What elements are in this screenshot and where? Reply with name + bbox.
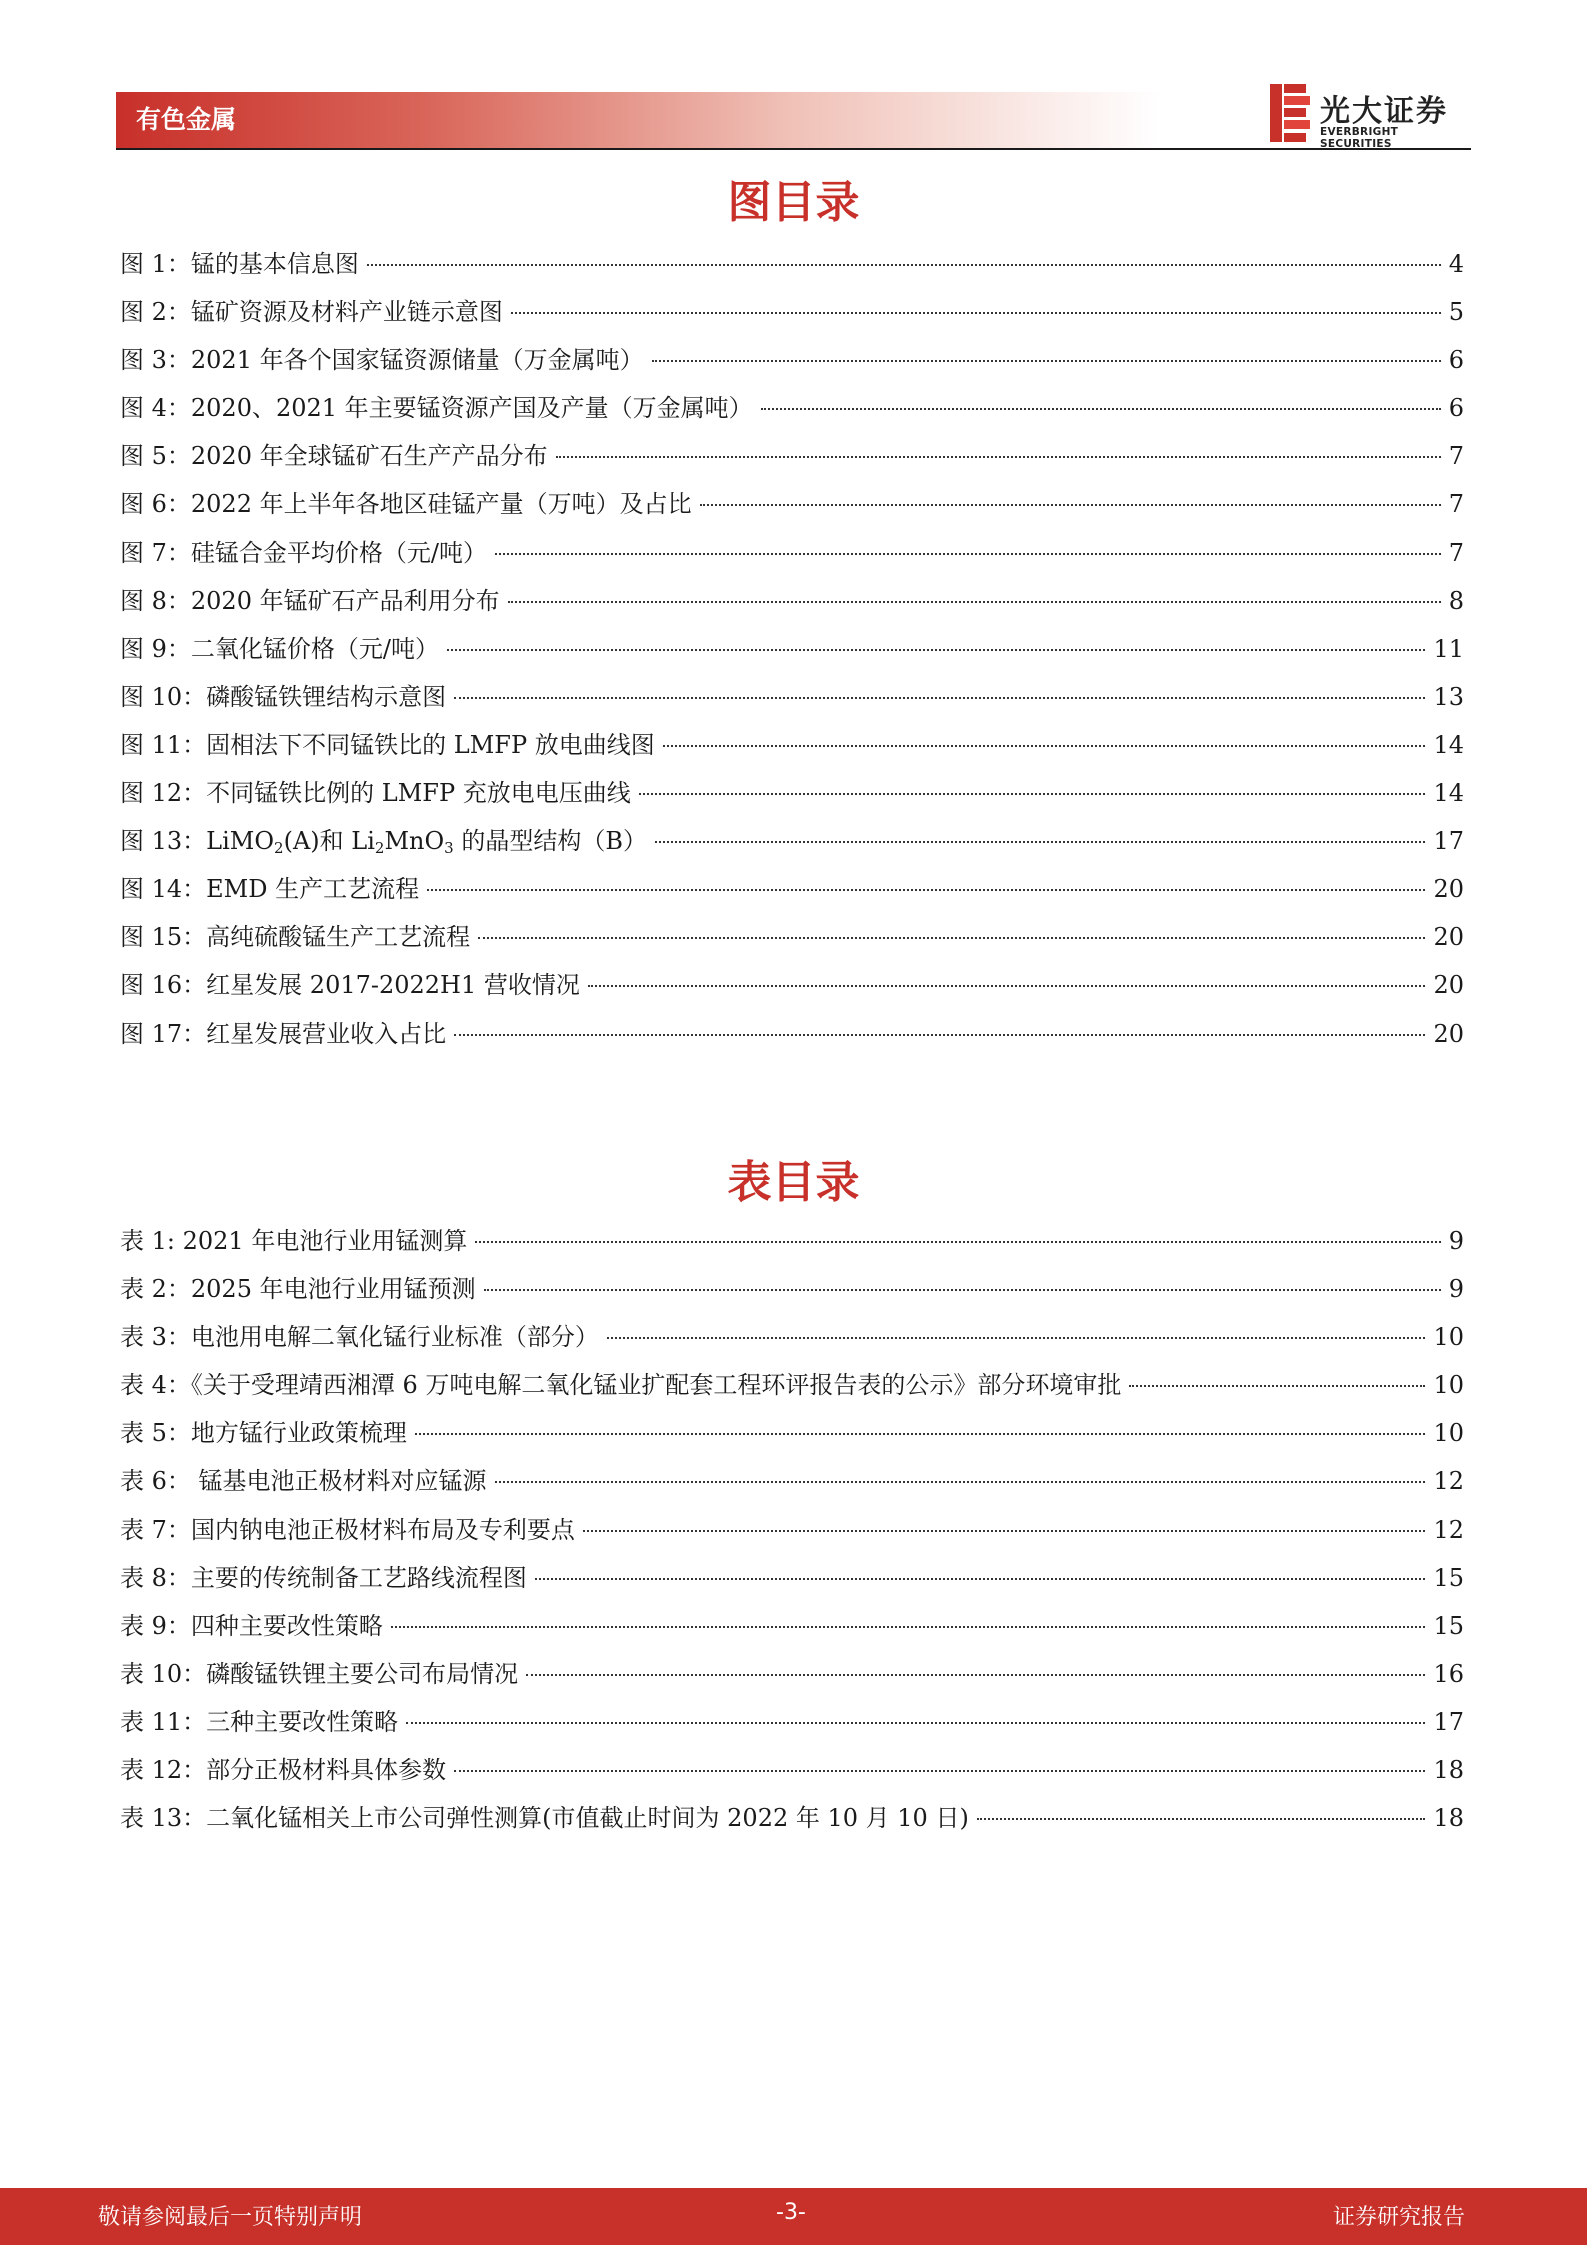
table-toc-entry[interactable]: [120, 1515, 1464, 1563]
table-toc-entry-page[interactable]: 10: [1433, 1371, 1464, 1400]
figure-toc-entry-label[interactable]: 图 16：红星发展 2017-2022H1 营收情况: [120, 971, 580, 1000]
figure-toc-entry[interactable]: [120, 922, 1464, 970]
figure-toc-entry-page[interactable]: 14: [1433, 730, 1464, 759]
figure-toc-entry-page[interactable]: 17: [1433, 827, 1464, 856]
figure-toc-entry-page[interactable]: 11: [1433, 634, 1464, 663]
table-toc-entry[interactable]: [120, 1466, 1464, 1514]
figure-toc-entry-label[interactable]: 图 14：EMD 生产工艺流程: [120, 875, 420, 904]
figure-toc-entry[interactable]: [120, 489, 1464, 537]
table-toc-entry-label[interactable]: 表 11：三种主要改性策略: [120, 1707, 399, 1736]
figure-toc-title: 图目录: [727, 177, 860, 228]
dot-leader: [406, 1722, 1425, 1724]
figure-toc-list: [120, 249, 1464, 1067]
figure-toc-entry-page[interactable]: 20: [1433, 923, 1464, 952]
table-toc-entry-label[interactable]: 表 5：地方锰行业政策梳理: [120, 1419, 407, 1448]
figure-toc-entry-page[interactable]: 14: [1433, 779, 1464, 808]
dot-leader: [652, 360, 1441, 362]
table-toc-entry[interactable]: [120, 1370, 1464, 1418]
dot-leader: [495, 1481, 1426, 1483]
figure-toc-entry-page[interactable]: 8: [1448, 586, 1464, 615]
dot-leader: [700, 504, 1441, 506]
figure-toc-entry[interactable]: [120, 778, 1464, 826]
table-toc-entry-label[interactable]: 表 12：部分正极材料具体参数: [120, 1756, 447, 1785]
table-toc-entry-page[interactable]: 15: [1433, 1563, 1464, 1592]
dot-leader: [761, 408, 1441, 410]
dot-leader: [639, 793, 1426, 795]
table-toc-entry-label[interactable]: 表 3：电池用电解二氧化锰行业标准（部分）: [120, 1323, 599, 1352]
figure-toc-entry-page[interactable]: 7: [1448, 490, 1464, 519]
subscript: 3: [444, 839, 454, 858]
table-toc-entry[interactable]: [120, 1418, 1464, 1466]
table-toc-entry-label[interactable]: 表 10：磷酸锰铁锂主要公司布局情况: [120, 1659, 519, 1688]
dot-leader: [508, 601, 1441, 603]
table-toc-entry-page[interactable]: 17: [1433, 1707, 1464, 1736]
dot-leader: [583, 1530, 1426, 1532]
figure-toc-entry[interactable]: [120, 634, 1464, 682]
table-toc-entry-page[interactable]: 16: [1433, 1659, 1464, 1688]
figure-toc-entry-page[interactable]: 4: [1448, 250, 1464, 278]
dot-leader: [484, 1289, 1441, 1291]
table-toc-entry[interactable]: [120, 1707, 1464, 1755]
figure-toc-entry[interactable]: [120, 249, 1464, 297]
dot-leader: [511, 312, 1441, 314]
table-toc-entry-label[interactable]: 表 6： 锰基电池正极材料对应锰源: [120, 1467, 487, 1496]
figure-toc-entry-page[interactable]: 20: [1433, 971, 1464, 1000]
everbright-logo-icon: [1270, 84, 1310, 142]
figure-toc-entry-page[interactable]: 20: [1433, 1019, 1464, 1048]
figure-toc-entry[interactable]: [120, 538, 1464, 586]
table-toc-entry-label[interactable]: 表 4：《关于受理靖西湘潭 6 万吨电解二氧化锰业扩配套工程环评报告表的公示》部分环境审批: [120, 1371, 1122, 1400]
label-part: 的晶型结构（B）: [453, 827, 647, 856]
table-toc-entry-label[interactable]: 表 1: 2021 年电池行业用锰测算: [120, 1227, 468, 1255]
header-divider: [116, 148, 1471, 150]
figure-toc-entry-label[interactable]: 图 4：2020、2021 年主要锰资源产国及产量（万金属吨）: [120, 394, 753, 423]
dot-leader: [588, 985, 1426, 987]
figure-toc-entry-page[interactable]: 7: [1448, 538, 1464, 567]
footer-report-type: 证券研究报告: [1333, 2205, 1466, 2230]
table-toc-entry-label[interactable]: 表 7：国内钠电池正极材料布局及专利要点: [120, 1515, 575, 1544]
table-toc-entry-label[interactable]: 表 9：四种主要改性策略: [120, 1611, 383, 1640]
table-toc-entry-page[interactable]: 10: [1433, 1419, 1464, 1448]
subscript: 2: [274, 839, 284, 858]
table-toc-entry-page[interactable]: 12: [1433, 1467, 1464, 1496]
figure-toc-entry[interactable]: [120, 826, 1464, 874]
figure-toc-entry-page[interactable]: 5: [1448, 298, 1464, 327]
figure-toc-entry-label[interactable]: 图 7：硅锰合金平均价格（元/吨）: [120, 538, 487, 567]
label-part: MnO: [384, 827, 445, 856]
figure-toc-entry-page[interactable]: 13: [1433, 682, 1464, 711]
table-toc-entry-page[interactable]: 18: [1433, 1756, 1464, 1785]
dot-leader: [655, 841, 1425, 843]
figure-toc-entry-label[interactable]: 图 17：红星发展营业收入占比: [120, 1019, 447, 1048]
table-toc-list: [120, 1226, 1464, 1851]
dot-leader: [526, 1674, 1425, 1676]
table-toc-entry-page[interactable]: 18: [1433, 1804, 1464, 1833]
table-toc-entry[interactable]: [120, 1803, 1464, 1851]
dot-leader: [535, 1578, 1426, 1580]
table-toc-entry-page[interactable]: 12: [1433, 1515, 1464, 1544]
label-part: 图 13：LiMO: [120, 827, 275, 856]
table-toc-entry[interactable]: [120, 1755, 1464, 1803]
table-toc-entry[interactable]: [120, 1611, 1464, 1659]
logo-name-cn: 光大证券: [1320, 94, 1448, 129]
dot-leader: [454, 697, 1425, 699]
brand-logo: [1270, 82, 1470, 150]
figure-toc-entry-label[interactable]: 图 15：高纯硫酸锰生产工艺流程: [120, 923, 471, 952]
table-toc-entry-page[interactable]: 10: [1433, 1323, 1464, 1352]
dot-leader: [415, 1433, 1426, 1435]
figure-toc-entry-page[interactable]: 7: [1448, 442, 1464, 471]
figure-toc-entry-label[interactable]: 图 2：锰矿资源及材料产业链示意图: [120, 298, 503, 327]
dot-leader: [367, 264, 1441, 266]
figure-toc-entry[interactable]: [120, 682, 1464, 730]
figure-toc-entry[interactable]: [120, 970, 1464, 1018]
figure-toc-entry[interactable]: [120, 874, 1464, 922]
table-toc-entry-page[interactable]: 15: [1433, 1611, 1464, 1640]
figure-toc-entry[interactable]: [120, 586, 1464, 634]
page-number: -3-: [776, 2200, 806, 2225]
figure-toc-entry[interactable]: [120, 730, 1464, 778]
dot-leader: [475, 1241, 1440, 1243]
figure-toc-entry-label[interactable]: 图 3：2021 年各个国家锰资源储量（万金属吨）: [120, 346, 644, 375]
table-toc-entry-label[interactable]: 表 8：主要的传统制备工艺路线流程图: [120, 1563, 527, 1592]
table-toc-entry-page[interactable]: 9: [1448, 1227, 1464, 1255]
header-band: [116, 92, 1160, 148]
figure-toc-entry-label[interactable]: 图 6：2022 年上半年各地区硅锰产量（万吨）及占比: [120, 490, 692, 519]
table-toc-entry-page[interactable]: 9: [1448, 1275, 1464, 1304]
figure-toc-entry-label[interactable]: [120, 826, 647, 863]
table-toc-entry[interactable]: [120, 1274, 1464, 1322]
figure-toc-entry[interactable]: [120, 393, 1464, 441]
figure-toc-entry-label[interactable]: 图 10：磷酸锰铁锂结构示意图: [120, 682, 447, 711]
table-toc-entry[interactable]: [120, 1322, 1464, 1370]
table-toc-entry[interactable]: [120, 1226, 1464, 1274]
figure-toc-entry-label[interactable]: 图 9：二氧化锰价格（元/吨）: [120, 634, 439, 663]
figure-toc-entry-label[interactable]: 图 5：2020 年全球锰矿石生产产品分布: [120, 442, 548, 471]
figure-toc-entry-page[interactable]: 20: [1433, 875, 1464, 904]
footer-disclaimer-note: 敬请参阅最后一页特别声明: [98, 2205, 363, 2230]
section-label: 有色金属: [136, 105, 237, 134]
figure-toc-entry-label[interactable]: 图 8：2020 年锰矿石产品利用分布: [120, 586, 500, 615]
table-toc-entry[interactable]: [120, 1563, 1464, 1611]
figure-toc-entry-label[interactable]: 图 1：锰的基本信息图: [120, 250, 359, 278]
figure-toc-entry-page[interactable]: 6: [1448, 346, 1464, 375]
dot-leader: [454, 1770, 1425, 1772]
dot-leader: [1129, 1385, 1425, 1387]
figure-toc-entry-label[interactable]: 图 11：固相法下不同锰铁比的 LMFP 放电曲线图: [120, 730, 655, 759]
dot-leader: [454, 1034, 1425, 1036]
table-toc-entry-label[interactable]: 表 13：二氧化锰相关上市公司弹性测算(市值截止时间为 2022 年 10 月 10 日): [120, 1804, 969, 1833]
dot-leader: [607, 1337, 1426, 1339]
dot-leader: [663, 745, 1426, 747]
dot-leader: [977, 1818, 1426, 1820]
dot-leader: [447, 649, 1425, 651]
dot-leader: [556, 456, 1441, 458]
figure-toc-entry[interactable]: [120, 297, 1464, 345]
dot-leader: [478, 937, 1425, 939]
table-toc-entry[interactable]: [120, 1659, 1464, 1707]
label-part: (A)和 Li: [283, 827, 375, 856]
dot-leader: [427, 889, 1425, 891]
figure-toc-entry[interactable]: [120, 441, 1464, 489]
table-toc-entry-label[interactable]: 表 2：2025 年电池行业用锰预测: [120, 1275, 476, 1304]
figure-toc-entry-label[interactable]: 图 12：不同锰铁比例的 LMFP 充放电电压曲线: [120, 779, 631, 808]
dot-leader: [495, 553, 1441, 555]
logo-name-en: EVERBRIGHT SECURITIES: [1320, 126, 1399, 150]
figure-toc-entry-page[interactable]: 6: [1448, 394, 1464, 423]
figure-toc-entry[interactable]: [120, 345, 1464, 393]
dot-leader: [391, 1626, 1426, 1628]
figure-toc-entry[interactable]: [120, 1019, 1464, 1067]
subscript: 2: [374, 839, 385, 858]
table-toc-title: 表目录: [727, 1157, 860, 1208]
